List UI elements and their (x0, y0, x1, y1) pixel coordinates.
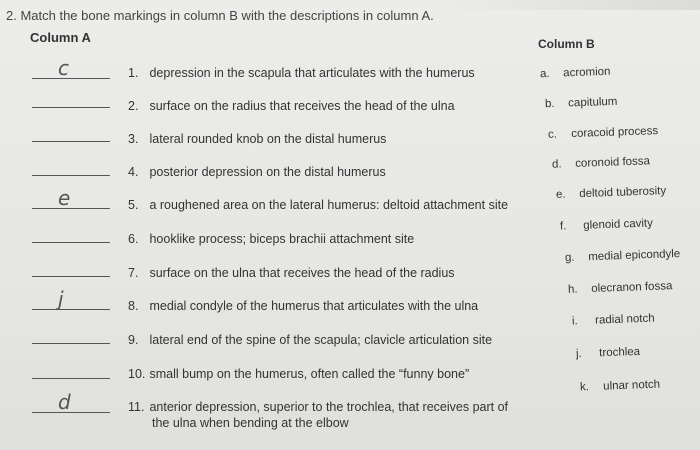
option-item (580, 379, 660, 394)
description-item (128, 165, 386, 179)
description-number: 1. (128, 66, 139, 80)
answer-blank[interactable] (32, 343, 110, 344)
description-item (128, 367, 469, 381)
option-text: acromion (559, 65, 611, 80)
answer-blank[interactable] (32, 78, 110, 79)
option-item (552, 155, 650, 170)
description-item (128, 232, 414, 246)
option-letter: b. (544, 97, 555, 111)
description-text: surface on the radius that receives the head of the ulna (146, 99, 455, 113)
description-number: 3. (128, 132, 139, 146)
description-number: 5. (128, 198, 139, 212)
option-letter: e. (555, 188, 566, 201)
option-text: coracoid process (567, 125, 659, 141)
description-text: anterior depression, superior to the trochlea, that receives part of (146, 400, 508, 414)
option-item (560, 217, 653, 232)
option-item (565, 248, 681, 264)
description-item (128, 198, 508, 212)
description-item (128, 400, 508, 414)
option-letter: k. (579, 381, 590, 394)
description-number: 7. (128, 266, 139, 280)
answer-blank[interactable] (32, 412, 110, 413)
description-text: posterior depression on the distal humerus (146, 165, 386, 179)
description-text: depression in the scapula that articulates with the humerus (146, 66, 475, 80)
handwritten-answer: c (58, 56, 69, 80)
description-text-continued: the ulna when bending at the elbow (152, 416, 349, 430)
option-text: ulnar notch (599, 378, 661, 393)
handwritten-answer: e (58, 186, 71, 210)
option-item (568, 280, 673, 296)
answer-blank[interactable] (32, 175, 110, 176)
description-text: a roughened area on the lateral humerus: deltoid attachment site (146, 198, 509, 212)
option-letter: d. (551, 158, 562, 171)
description-number: 6. (128, 232, 139, 246)
option-text: coronoid fossa (571, 155, 651, 171)
answer-blank[interactable] (32, 378, 110, 379)
description-text: medial condyle of the humerus that articulates with the ulna (146, 299, 479, 313)
description-text: surface on the ulna that receives the head of the radius (146, 266, 455, 280)
description-item (128, 333, 492, 347)
handwritten-answer: j (58, 287, 64, 311)
option-letter: j. (575, 347, 582, 361)
option-letter: h. (567, 283, 578, 296)
description-item (128, 132, 386, 146)
description-number: 4. (128, 165, 139, 179)
option-item (572, 313, 655, 328)
description-item (128, 99, 455, 113)
page-shadow (440, 0, 700, 10)
description-number: 9. (128, 333, 139, 347)
option-letter: g. (564, 251, 575, 265)
option-letter: c. (547, 128, 558, 141)
description-text: small bump on the humerus, often called the “funny bone” (146, 367, 470, 381)
description-number: 11. (128, 400, 145, 414)
option-letter: f. (559, 220, 567, 233)
option-text: deltoid tuberosity (575, 185, 667, 201)
answer-blank[interactable] (32, 309, 110, 310)
option-text: glenoid cavity (579, 217, 654, 232)
answer-blank[interactable] (32, 107, 110, 108)
description-item (128, 299, 478, 313)
option-letter: i. (571, 315, 578, 328)
option-text: trochlea (595, 345, 641, 360)
description-item (128, 66, 475, 80)
description-text: lateral rounded knob on the distal humerus (146, 132, 387, 146)
option-text: medial epicondyle (584, 247, 681, 264)
description-number: 2. (128, 99, 139, 113)
description-number: 10. (128, 367, 146, 381)
description-text: hooklike process; biceps brachii attachment site (146, 232, 415, 246)
option-text: capitulum (564, 95, 618, 110)
option-letter: a. (539, 67, 550, 81)
option-item (548, 125, 658, 141)
answer-blank[interactable] (32, 242, 110, 243)
description-item (128, 266, 455, 280)
option-item (556, 185, 666, 201)
option-text: radial notch (591, 312, 655, 327)
option-item (540, 66, 611, 80)
answer-blank[interactable] (32, 208, 110, 209)
handwritten-answer: d (58, 390, 71, 414)
column-a-heading: Column A (30, 30, 91, 45)
option-item (545, 96, 618, 111)
question-title: 2. Match the bone markings in column B with the descriptions in column A. (6, 8, 434, 23)
column-b-heading: Column B (538, 37, 595, 51)
option-item (576, 346, 640, 360)
option-text: olecranon fossa (587, 280, 673, 296)
description-number: 8. (128, 299, 139, 313)
description-text: lateral end of the spine of the scapula; clavicle articulation site (146, 333, 493, 347)
answer-blank[interactable] (32, 141, 110, 142)
answer-blank[interactable] (32, 276, 110, 277)
